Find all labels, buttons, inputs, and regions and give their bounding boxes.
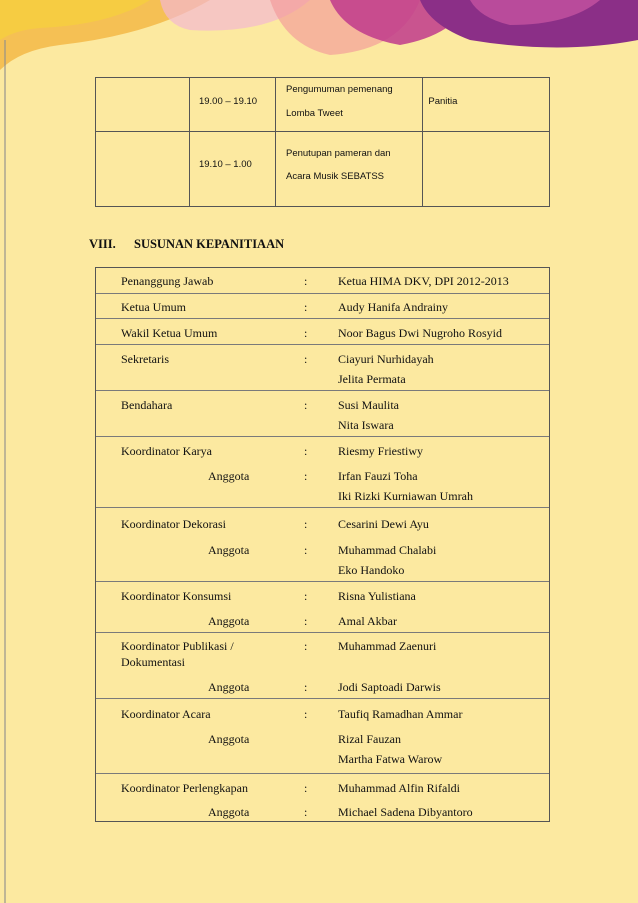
role-label: Koordinator Konsumsi xyxy=(121,589,232,603)
role-label: Koordinator Acara xyxy=(121,707,211,721)
member-name: Michael Sadena Dibyantoro xyxy=(338,805,473,819)
schedule-time: 19.00 – 19.10 xyxy=(198,96,258,107)
role-label: Ketua Umum xyxy=(121,300,186,314)
role-label: Koordinator Karya xyxy=(121,444,212,458)
member-name: Noor Bagus Dwi Nugroho Rosyid xyxy=(338,326,502,340)
colon: : xyxy=(304,589,308,603)
section-number: VIII. xyxy=(89,237,116,251)
table-row xyxy=(96,318,549,345)
member-name: Jelita Permata xyxy=(338,372,406,386)
colon: : xyxy=(304,680,308,694)
member-name: Audy Hanifa Andrainy xyxy=(338,300,448,314)
table-row xyxy=(96,268,549,293)
colon: : xyxy=(304,326,308,340)
member-name: Susi Maulita xyxy=(338,398,400,412)
table-row xyxy=(96,698,549,774)
role-label: Dokumentasi xyxy=(121,655,185,669)
schedule-table xyxy=(95,77,550,207)
schedule-time: 19.10 – 1.00 xyxy=(198,159,252,170)
colon: : xyxy=(304,444,308,458)
table-row xyxy=(96,773,549,822)
schedule-event-line: Penutupan pameran dan xyxy=(286,148,391,159)
role-label: Sekretaris xyxy=(121,352,169,366)
member-name: Risna Yulistiana xyxy=(338,589,416,603)
role-label: Bendahara xyxy=(121,398,173,412)
member-name: Muhammad Chalabi xyxy=(338,543,437,557)
table-row xyxy=(96,78,550,132)
role-label: Koordinator Dekorasi xyxy=(121,517,226,531)
anggota-label: Anggota xyxy=(208,543,250,557)
colon: : xyxy=(304,517,308,531)
member-name: Ciayuri Nurhidayah xyxy=(338,352,434,366)
member-name: Rizal Fauzan xyxy=(338,732,401,746)
colon: : xyxy=(304,398,308,412)
page-edge-line xyxy=(4,40,6,903)
member-name: Taufiq Ramadhan Ammar xyxy=(338,707,463,721)
section-title: SUSUNAN KEPANITIAAN xyxy=(134,237,285,251)
anggota-label: Anggota xyxy=(208,469,250,483)
role-label: Koordinator Publikasi / xyxy=(121,639,234,653)
schedule-event-line: Acara Musik SEBATSS xyxy=(286,171,385,182)
colon: : xyxy=(304,469,308,483)
member-name: Muhammad Alfin Rifaldi xyxy=(338,781,460,795)
table-row xyxy=(96,581,549,633)
schedule-event-line: Lomba Tweet xyxy=(286,108,343,119)
colon: : xyxy=(304,639,308,653)
table-row xyxy=(96,436,549,508)
member-name: Iki Rizki Kurniawan Umrah xyxy=(338,489,473,503)
member-name: Jodi Saptoadi Darwis xyxy=(338,680,441,694)
colon: : xyxy=(304,805,308,819)
anggota-label: Anggota xyxy=(208,805,250,819)
colon: : xyxy=(304,543,308,557)
member-name: Irfan Fauzi Toha xyxy=(338,469,418,483)
member-name: Amal Akbar xyxy=(338,614,397,628)
member-name: Riesmy Friestiwy xyxy=(338,444,424,458)
colon: : xyxy=(304,300,308,314)
member-name: Nita Iswara xyxy=(338,418,394,432)
colon: : xyxy=(304,781,308,795)
anggota-label: Anggota xyxy=(208,732,250,746)
schedule-event-line: Pengumuman pemenang xyxy=(286,84,393,95)
table-row xyxy=(96,507,549,582)
member-name: Martha Fatwa Warow xyxy=(338,752,443,766)
table-row xyxy=(96,390,549,437)
member-name: Eko Handoko xyxy=(338,563,405,577)
role-label: Koordinator Perlengkapan xyxy=(121,781,248,795)
table-row xyxy=(96,132,550,207)
colon: : xyxy=(304,352,308,366)
committee-table xyxy=(95,267,550,822)
colon: : xyxy=(304,707,308,721)
header-decoration xyxy=(0,0,638,80)
anggota-label: Anggota xyxy=(208,614,250,628)
member-name: Muhammad Zaenuri xyxy=(338,639,437,653)
anggota-label: Anggota xyxy=(208,680,250,694)
table-row xyxy=(96,632,549,699)
table-row xyxy=(96,293,549,319)
colon: : xyxy=(304,274,308,288)
colon: : xyxy=(304,614,308,628)
member-name: Cesarini Dewi Ayu xyxy=(338,517,429,531)
table-row xyxy=(96,344,549,391)
role-label: Penanggung Jawab xyxy=(121,274,214,288)
role-label: Wakil Ketua Umum xyxy=(121,326,218,340)
schedule-pic: Panitia xyxy=(428,96,458,107)
member-name: Ketua HIMA DKV, DPI 2012-2013 xyxy=(338,274,509,288)
